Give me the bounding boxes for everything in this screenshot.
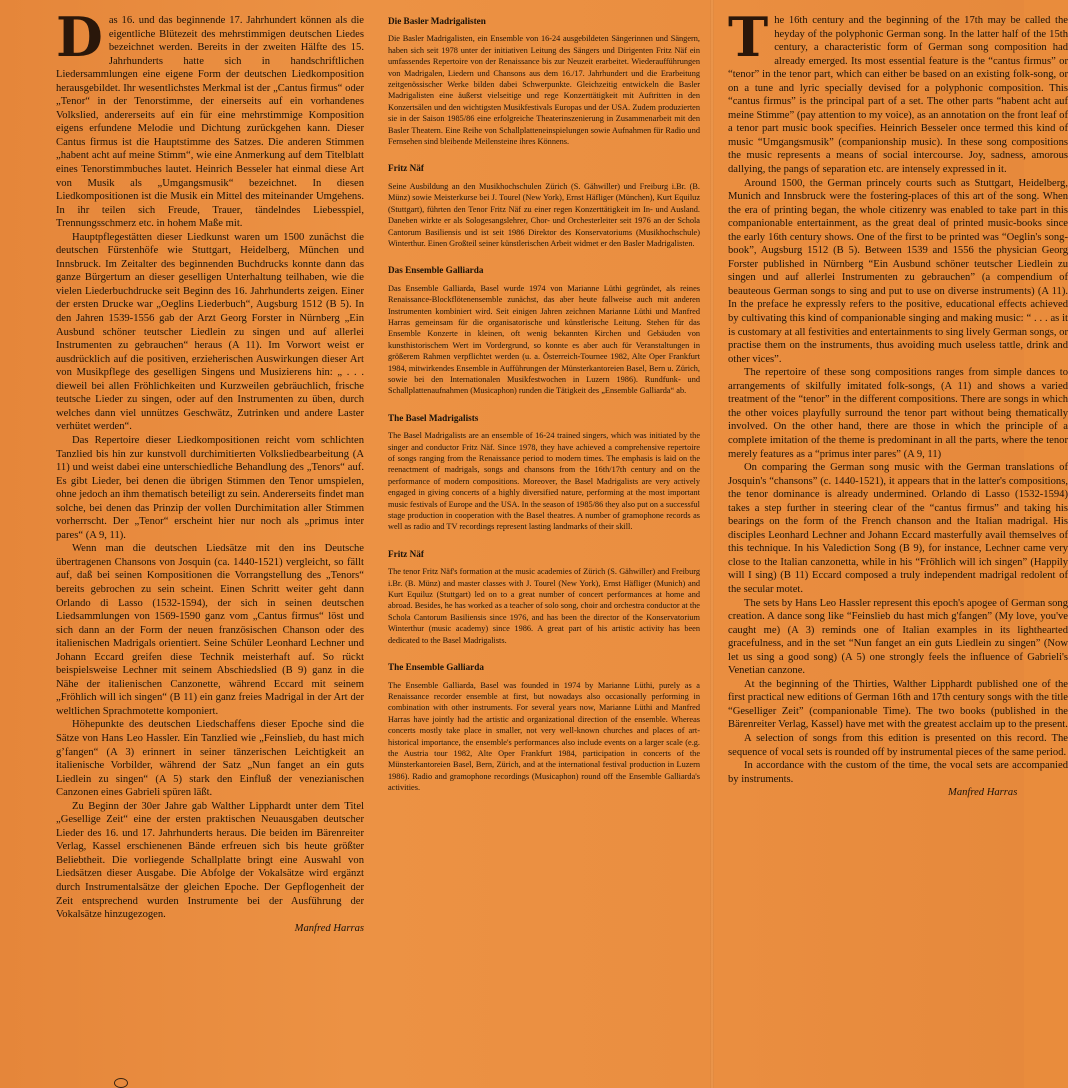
- section-text: Seine Ausbildung an den Musikhochschulen Zürich (S. Gähwiller) und Freiburg i.Br. (B. Münz) sowie Meisterkurse bei J. Tourel (New York), Ernst Häfliger (München), Kurt Equiluz (Stuttgart), führten den Tenor Fritz Näf zu einer regen Konzerttätigkeit im In- und Ausland. Daneben wirkte er als Sologesangslehrer, Chor- und Orchesterleiter seit 1976 an der Schola Cantorum Basiliensis und ist seit 1986 Direktor des Konservatoriums (Musikhochschule) Winterthur. Einen Großteil seiner künstlerischen Arbeit widmet er den Basler Madrigalisten.: [388, 181, 700, 248]
- section-text: The Ensemble Galliarda, Basel was founded in 1974 by Marianne Lüthi, purely as a Renaissance recorder ensemble at first, but nowadays also occasionally performing in combination with other instruments. For several years now, Marianne Lüthi and Manfred Harras have jointly had the artistic and organizational direction of the ensemble. Whereas concerts mostly take place in smaller, not very well-known churches and places of art-historical importance, the ensemble's performances also include events on a larger scale (e.g. the Austria tour 1982, Alte Oper Frankfurt 1984, participation in concerts of the Münsterkantoreien Basel, Bern, Zürich, and at the international festival production in Luzern 1986). Radio and gramophone recordings (Musicaphon) round off the Ensemble Galliarda's activities.: [388, 680, 700, 793]
- essay-paragraph: A selection of songs from this edition is presented on this record. The sequence of vocal sets is rounded off by instrumental pieces of the same period.: [728, 732, 1068, 758]
- dropcap-letter: T: [728, 5, 769, 69]
- section-heading: Das Ensemble Galliarda: [388, 265, 484, 276]
- essay-paragraph: Das 16. und das beginnende 17. Jahrhundert können als die eigentliche Blütezeit des mehrstimmigen deutschen Liedes bezeichnet werden. Bereits in der zweiten Hälfte des 15. Jahrhunderts hatte sich in handschriftlichen Liedersammlungen eine eigene Form der deutschen Liedkomposition herausgebildet. Ihr wesentlichstes Merkmal ist der „Cantus firmus“ oder „Tenor“ in der Tenorstimme, der einerseits auf ein vorhandenes Volkslied, andererseits auf ein für eine mehrstimmige Komposition eigens erfundene Melodie und Dichtung zurückgehen kann. Dieser Cantus firmus ist die Hauptstimme des Satzes. Die anderen Stimmen „habent acht auf meine Stimm“, wie eine Anmerkung auf dem Titelblatt eines Tenorstimmbuches lautet. Heinrich Besseler hat einmal diese Art von Musik als „Umgangsmusik“ bezeichnet. In diesen Liedkompositionen ist die Musik ein Mittel des miteinander Umgehens. In ihr teilen sich Freude, Trauer, tändelndes Liebesspiel, Trennungsschmerz etc. in hohem Maße mit.: [56, 5, 364, 230]
- essay-paragraph: Hauptpflegestätten dieser Liedkunst waren um 1500 zunächst die deutschen Fürstenhöfe wie Stuttgart, Heidelberg, München und Innsbruck. Im Zeitalter des beginnenden Buchdrucks konnte dann das ganze Bürgertum an dieser geselligen Unterhaltung teilhaben, wie die vielen Liederbuchdrucke seit Beginn des 16. Jahrhunderts zeigen. Einer der ersten Drucke war „Oeglins Liederbuch“, Augsburg 1512 (B 5). In den Jahren 1539-1556 gab der Arzt Georg Forster in Nürnberg „Ein Ausbund schöner teutscher Liedlein zu singen und auf allerlei Instrumenten zu gebrauchen“ heraus (A 11). Im Vorwort weist er ausdrücklich auf die positiven, erzieherischen Auswirkungen dieser Art von Musikpflege des geselligen Singens und Musizierens hin: „ . . . dieweil bei allen Fröhlichkeiten und Kurzweilen gebräuchlich, frische teutsche Lieder zu singen, oder auf den Instrumenten zu üben, durch welches dann viel unnützes Geschwätz, Zutrinken und andere Laster verhütet werden“.: [56, 231, 364, 433]
- german-essay-column: [56, 5, 365, 935]
- essay-paragraph: The 16th century and the beginning of the 17th may be called the heyday of the polyphonic German song. In the latter half of the 15th century, a characteristic form of German song composition had already emerged. Its most essential feature is the “cantus firmus” or “tenor” in the tenor part, which can either be based on an existing folk-song, or on a tune and lyric specially devised for a polyphonic composition. This “cantus firmus” is the principal part of a set. The other parts “habent acht auf meine Stimme” (pay attention to my voice), as an annotation on the front leaf of a tenor part music book specifies. Heinrich Besseler once termed this kind of music “Umgangsmusik” (companionship music). In these song compositions the music represents a means of social intercourse. Joy, sadness, amorous dallying, the pangs of separation etc. are intensely expressed in it.: [728, 5, 1068, 176]
- essay-paragraph: On comparing the German song music with the German translations of Josquin's “chansons” (c. 1440-1521), it appears that in the latter's compositions, the tenor dominance is already undermined. Orlando di Lasso (1532-1594) takes a step further in steering clear of the “cantus firmus” and taking his bearings on the form of the French chanson and the Italian madrigal. His disciples Leonhard Lechner and Johann Eccard masterfully avail themselves of this technique. In his Valediction Song (B 9), for instance, Lechner came very close to the Italian canzonetta, while in his “Fröhlich will ich singen” (Happily will I sing) (B 11) Eccard composed a truly independent madrigal redolent of the secular motet.: [728, 462, 1068, 595]
- bottom-ring-mark: [114, 1078, 128, 1088]
- section-text: Das Ensemble Galliarda, Basel wurde 1974 von Marianne Lüthi gegründet, als reines Renaissance-Blockflötenensemble zunächst, das aber heute fallweise auch mit anderen Instrumenten kombiniert wird. Seit einigen Jahren zeichnen Marianne Lüthi und Manfred Harras gemeinsam für die organisatorische und künstlerische Leitung. Stehen für das Ensemble Konzerte in kleinen, oft wenig bekannten Kirchen und Gebäuden von kunsthistorischem Wert im Vordergrund, so konnte es aber auch für Veranstaltungen in größerem Rahmen verpflichtet werden (u. a. Österreich-Tournee 1982, Alte Oper Frankfurt 1984, mitwirkendes Ensemble in Aufführungen der Münsterkantoreien Basel, Bern u. Zürich, sowie bei den Internationalen Musikfestwochen in Luzern 1986). Rundfunk- und Schallplattenaufnahmen (Musicaphon) runden die Tätigkeit des „Ensemble Galliarda“ ab.: [388, 283, 700, 396]
- section-heading: Fritz Näf: [388, 548, 424, 559]
- section-heading: The Basel Madrigalists: [388, 412, 479, 423]
- dropcap-letter: D: [56, 5, 103, 69]
- essay-paragraph: Around 1500, the German princely courts such as Stuttgart, Heidelberg, Munich and Innsbruck were the fostering-places of this art of the song. When the era of printing began, the whole citizenry was enabled to take part in this companionable entertainment, as the great deal of printed music-books since the early 16th century shows. One of the first to be printed was “Oeglin's song-book”, Augsburg 1512 (B 5). Between 1539 and 1556 the physician Georg Forster published in Nürnberg “Ein Ausbund schöner teutscher Liedlein zu singen und auf allerlei Instrumenten zu gebrauchen” (a compendium of beauteous German songs to sing and put to use on diverse instruments) (A 11). In the preface he expressly refers to the positive, educational effects achieved by cultivating this kind of companionable singing and making music: “ . . . as it is customary at all festivities and entertainments to sing lively German songs, or practise them on the instruments, thus avoiding much useless tattle, drink and other vices”.: [728, 177, 1068, 365]
- essay-paragraph: Wenn man die deutschen Liedsätze mit den ins Deutsche übertragenen Chansons von Josquin (ca. 1440-1521) vergleicht, so fällt auf, daß bei seinen Kompositionen die Vorrangstellung des „Tenors“ bereits gebrochen zu sein scheint. Einen Schritt weiter geht dann Orlando di Lasso (1532-1594), der sich in seinen deutschen Liedsammlungen von 1569-1590 ganz vom „Cantus firmus“ löst und sich dann an der Form der neuen französischen Chanson oder des italienischen Madrigals orientiert. Seine Schüler Leonhard Lechner und Johann Eccard greifen diese Technik meisterhaft auf. So rückt beispielsweise Lechner mit seinem Abschiedslied (B 9) ganz in die Nähe der italienischen Canzonette, während Eccard mit seinem „Fröhlich will ich singen“ (B 11) ein ganz freies Madrigal in der Art der weltlichen Sprachmotette komponiert.: [56, 543, 364, 717]
- english-essay-column: [728, 5, 1068, 800]
- ensemble-bios-column: [388, 14, 700, 794]
- section-heading: The Ensemble Galliarda: [388, 662, 484, 673]
- essay-paragraph: Zu Beginn der 30er Jahre gab Walther Lipphardt unter dem Titel „Gesellige Zeit“ eine der ersten praktischen Neuausgaben deutscher Lieder des 16. und 17. Jahrhunderts heraus. Die beiden im Bärenreiter Verlag, Kassel erschienenen Bände erfreuen sich bis heute größter Beliebtheit. Die vorliegende Schallplatte bringt eine Auswahl von Liedsätzen dieser Ausgabe. Die Abfolge der Vokalsätze wird ergänzt durch Instrumentalsätze der gleichen Epoche. Der Gepflogenheit der Zeit entsprechend wurden Instrumente bei der Ausführung der Vokalsätze hinzugezogen.: [56, 800, 364, 921]
- section-heading: Die Basler Madrigalisten: [388, 16, 486, 26]
- section-heading: Fritz Näf: [388, 163, 424, 174]
- essay-paragraph: The repertoire of these song compositions ranges from simple dances to arrangements of skilfully imitated folk-songs, (A 11) and shows a varied treatment of the “tenor” in the different compositions. There are songs in which the other voices playfully surround the tenor part without being thematically involved. On the other hand, there are those in which the principle of a complete imitation of the theme is predominant in all the parts, where the tenor merely features as a “primus inter pares” (A 9, 11): [728, 367, 1068, 460]
- essay-paragraph: The sets by Hans Leo Hassler represent this epoch's apogee of German song creation. A dance song like “Feinslieb du hast mich g'fangen” (My love, you've caught me) (A 3) reminds one of Italian examples in its lighthearted gracefulness, and in the set “Nun fanget an ein guts Liedlein zu singen” (Now let us sing a good song) (A 5) one strongly feels the influence of Gabrieli's Venetian canzone.: [728, 597, 1068, 677]
- essay-paragraph: Höhepunkte des deutschen Liedschaffens dieser Epoche sind die Sätze von Hans Leo Hassler. Ein Tanzlied wie „Feinslieb, du hast mich g’fangen“ (A 3) erinnert in seiner tänzerischen Leichtigkeit an italienische Vorbilder, während der Satz „Nun fanget an ein guts Liedlein zu singen“ (A 5) stark den Einfluß der venezianischen Canzonen eines Gabrieli spüren läßt.: [56, 719, 364, 799]
- page-fold: [710, 0, 714, 1088]
- essay-paragraph: At the beginning of the Thirties, Walther Lipphardt published one of the first practical new editions of German 16th and 17th century songs with the title “Geselliger Zeit” (companionable Time). The two books (published in the Bärenreiter Verlag, Kassel) have met with the greatest acclaim up to the present.: [728, 678, 1068, 731]
- author-signature: Manfred Harras: [948, 787, 1018, 799]
- section-text: Die Basler Madrigalisten, ein Ensemble von 16-24 ausgebildeten Sängerinnen und Sängern, haben sich seit 1978 unter der initiativen Leitung des Sängers und Dirigenten Fritz Näf ein umfassendes Repertoire von der Renaissance bis zur Neuzeit erarbeitet. Wiederaufführungen von Madrigalen, Liedern und Chansons aus dem 16./17. Jahrhundert und die Erarbeitung zeitgenössischer Werke bilden dabei Schwerpunkte. Gleichzeitig entwickeln die Basler Madrigalisten eine äußerst vielseitige und rege Konzerttätigkeit mit Auftritten in den Konzertsälen und den wichtigsten Musikfestivals Europas und der USA. Zudem produzierten sie in der Saison 1985/86 eine erfolgreiche Theaterinszenierung in Zusammenarbeit mit den Basler Theatern. Eine Reihe von Schallplatteneinspielungen sowie Aufnahmen für Radio und Fernsehen sind bleibende Meilensteine ihres Könnens.: [388, 34, 700, 147]
- essay-paragraph: Das Repertoire dieser Liedkompositionen reicht vom schlichten Tanzlied bis hin zur kunstvoll durchimitierten Volksliedbearbeitung (A 11) und weist dabei eine unterschiedliche Behandlung des „Tenors“ auf. Es gibt Lieder, bei denen die übrigen Stimmen den Tenor umspielen, ohne jedoch an ihm thematisch beteiligt zu sein. Andererseits findet man solche, bei denen das Prinzip der vollen Durchimitation aller Stimmen vorherrscht. Der „Tenor“ erscheint hier nur noch als „primus inter pares“ (A 9, 11).: [56, 434, 365, 541]
- section-text: The Basel Madrigalists are an ensemble of 16-24 trained singers, which was initiated by the singer and conductor Fritz Näf. Since 1978, they have achieved a comprehensive repertoire of songs ranging from the Renaissance period to modern times. The emphasis is laid on the reenactment of madrigals, songs and chansons from the 16th/17th century and on the performance of modern compositions. Moreover, the Basel Madrigalists are very actively engaged in giving concerts of a highly diversified nature, performing at the most important music festivals of Europe and the USA. In the season of 1985/86 they also put on a successful stage production in cooperation with the Basel theatres. A number of gramophone records as well as radio and TV recordings represent lasting landmarks of their skill.: [388, 431, 700, 532]
- section-text: The tenor Fritz Näf's formation at the music academies of Zürich (S. Gähwiller) and Freiburg i.Br. (B. Münz) and master classes with J. Tourel (New York), Ernst Häfliger (Munich) and Kurt Equiluz (Stuttgart) led on to a great number of concert performances at home and abroad. Besides, he has worked as a teacher of solo song, choir and orchestra conductor at the Schola Cantorum Basiliensis since 1976, and has been the director of the Konservatorium Winterthur (music academy) since 1986. A great part of his artistic activity has been dedicated to the Basel Madrigalists.: [388, 567, 700, 645]
- author-signature: Manfred Harras: [294, 922, 364, 934]
- essay-paragraph: In accordance with the custom of the time, the vocal sets are accompanied by instruments.: [728, 760, 1068, 785]
